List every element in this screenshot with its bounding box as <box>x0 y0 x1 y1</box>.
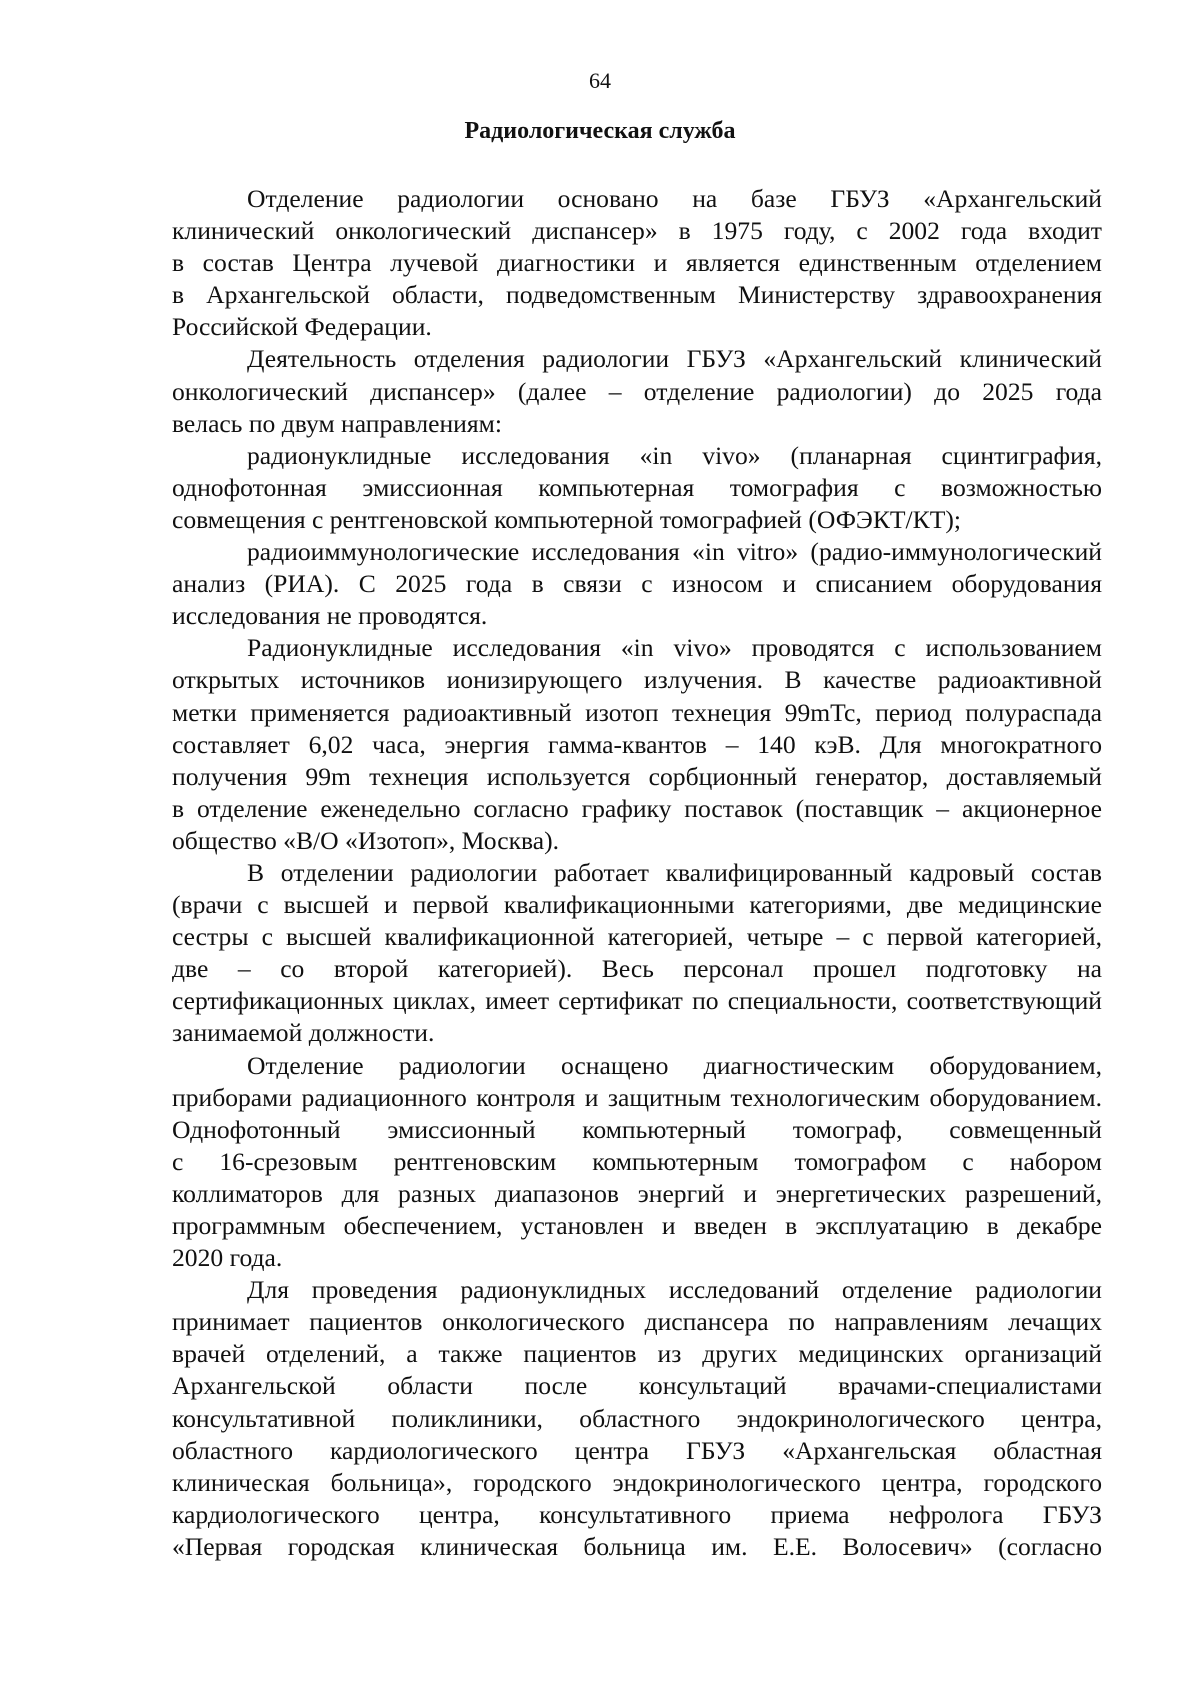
text-line: приборами радиационного контроля и защитным технологическим оборудованием. <box>172 1082 1102 1112</box>
page-number: 64 <box>589 68 611 93</box>
text-line: совмещения с рентгеновской компьютерной томографией (ОФЭКТ/КТ); <box>172 504 961 534</box>
text-line: В отделении радиологии работает квалифицированный кадровый состав <box>247 857 1102 887</box>
text-line: исследования не проводятся. <box>172 601 488 631</box>
text-line: областного кардиологического центра ГБУЗ «Архангельская областная <box>172 1435 1102 1465</box>
text-line: радионуклидные исследования «in vivo» (планарная сцинтиграфия, <box>247 440 1102 470</box>
text-line: метки применяется радиоактивный изотоп технеция 99mTc, период полураспада <box>172 697 1102 727</box>
text-line: коллиматоров для разных диапазонов энергий и энергетических разрешений, <box>172 1178 1102 1208</box>
text-line: получения 99m технеция используется сорбционный генератор, доставляемый <box>172 761 1102 791</box>
text-line: Российской Федерации. <box>172 312 432 342</box>
text-line: с 16-срезовым рентгеновским компьютерным томографом с набором <box>172 1146 1102 1176</box>
section-title: Радиологическая служба <box>464 118 736 144</box>
text-line: открытых источников ионизирующего излучения. В качестве радиоактивной <box>172 665 1102 695</box>
text-line: (врачи с высшей и первой квалификационными категориями, две медицинские <box>172 890 1102 920</box>
text-line: Однофотонный эмиссионный компьютерный томограф, совмещенный <box>172 1114 1102 1144</box>
text-line: однофотонная эмиссионная компьютерная томография с возможностью <box>172 472 1102 502</box>
text-line: Архангельской области после консультаций врачами-специалистами <box>172 1371 1102 1401</box>
text-line: в отделение еженедельно согласно графику поставок (поставщик – акционерное <box>172 793 1102 823</box>
text-line: Деятельность отделения радиологии ГБУЗ «Архангельский клинический <box>247 344 1102 374</box>
text-line: в состав Центра лучевой диагностики и является единственным отделением <box>172 248 1102 278</box>
text-line: клинический онкологический диспансер» в 1975 году, с 2002 года входит <box>172 216 1102 246</box>
text-line: врачей отделений, а также пациентов из других медицинских организаций <box>172 1339 1102 1369</box>
text-line: принимает пациентов онкологического диспансера по направлениям лечащих <box>172 1307 1102 1337</box>
text-line: в Архангельской области, подведомственным Министерству здравоохранения <box>172 280 1102 310</box>
body-text <box>172 183 1102 1563</box>
text-line: анализ (РИА). С 2025 года в связи с износом и списанием оборудования <box>172 569 1102 599</box>
text-line: радиоиммунологические исследования «in vitro» (радио-иммунологический <box>247 537 1102 567</box>
text-line: сестры с высшей квалификационной категорией, четыре – с первой категорией, <box>172 922 1102 952</box>
text-line: Отделение радиологии основано на базе ГБУЗ «Архангельский <box>247 184 1102 213</box>
text-line: онкологический диспансер» (далее – отделение радиологии) до 2025 года <box>172 376 1102 406</box>
text-line: Отделение радиологии оснащено диагностическим оборудованием, <box>247 1050 1102 1080</box>
text-line: Радионуклидные исследования «in vivo» проводятся с использованием <box>247 633 1102 663</box>
text-line: 2020 года. <box>172 1243 283 1273</box>
text-line: «Первая городская клиническая больница им. Е.Е. Волосевич» (согласно <box>172 1531 1102 1561</box>
text-line: клиническая больница», городского эндокринологического центра, городского <box>172 1467 1102 1497</box>
text-line: консультативной поликлиники, областного эндокринологического центра, <box>172 1403 1102 1433</box>
text-line: составляет 6,02 часа, энергия гамма-квантов – 140 кэВ. Для многократного <box>172 729 1102 759</box>
text-line: программным обеспечением, установлен и введен в эксплуатацию в декабре <box>172 1211 1102 1240</box>
text-line: кардиологического центра, консультативного приема нефролога ГБУЗ <box>172 1499 1102 1529</box>
text-line: общество «В/О «Изотоп», Москва). <box>172 825 560 855</box>
text-line: Для проведения радионуклидных исследований отделение радиологии <box>247 1275 1102 1305</box>
text-line: сертификационных циклах, имеет сертификат по специальности, соответствующий <box>172 986 1102 1016</box>
text-line: велась по двум направлениям: <box>172 408 502 438</box>
text-line: занимаемой должности. <box>172 1018 435 1048</box>
text-line: две – со второй категорией). Весь персонал прошел подготовку на <box>172 954 1102 984</box>
